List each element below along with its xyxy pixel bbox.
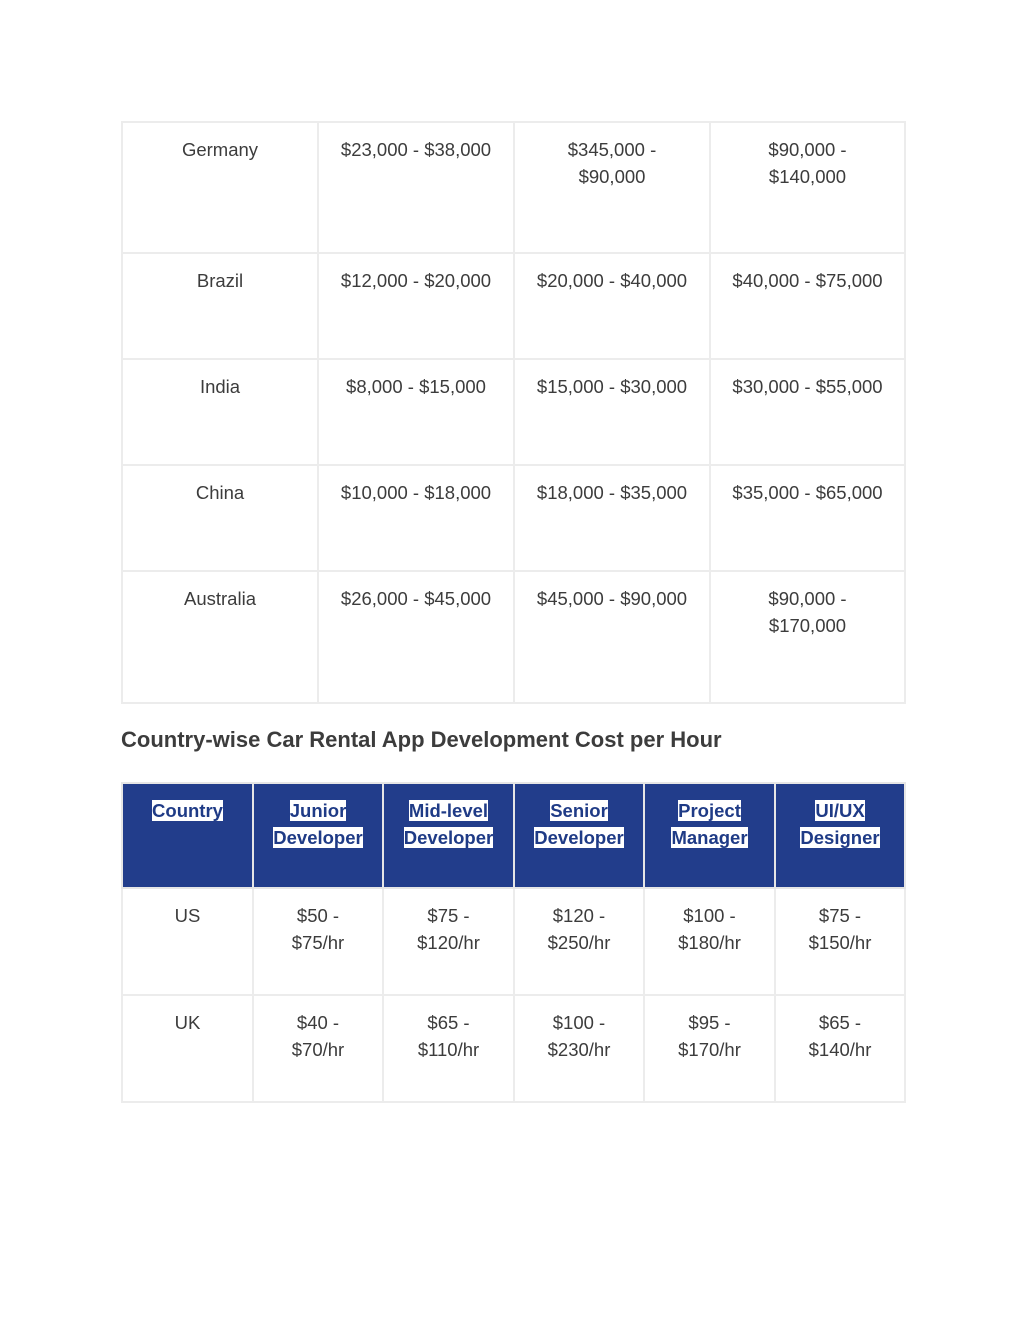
cost-cell: $10,000 - $18,000 [318,465,514,571]
table-row [122,359,905,465]
cost-cell: $35,000 - $65,000 [710,465,905,571]
country-cell: Germany [122,122,318,253]
country-cell: Australia [122,571,318,703]
rate-cell: $65 - $110/hr [383,995,514,1102]
section-heading: Country-wise Car Rental App Development Cost per Hour [121,727,722,752]
rate-cell: $95 - $170/hr [644,995,775,1102]
country-cell: India [122,359,318,465]
country-cell: US [122,888,253,995]
cost-cell: $90,000 - $140,000 [710,122,905,253]
table-row [122,253,905,359]
table-row [122,465,905,571]
cost-cell: $23,000 - $38,000 [318,122,514,253]
country-cell: China [122,465,318,571]
table-row [122,122,905,253]
header-senior-developer: Senior Developer [514,783,644,888]
rate-cell: $65 - $140/hr [775,995,905,1102]
cost-cell: $20,000 - $40,000 [514,253,710,359]
header-ui-ux-designer: UI/UX Designer [775,783,905,888]
cost-cell: $30,000 - $55,000 [710,359,905,465]
header-junior-developer: Junior Developer [253,783,383,888]
header-project-manager: Project Manager [644,783,775,888]
table-row [122,995,905,1102]
cost-cell: $345,000 - $90,000 [514,122,710,253]
cost-cell: $8,000 - $15,000 [318,359,514,465]
hourly-cost-table [121,782,906,1103]
country-cell: UK [122,995,253,1102]
rate-cell: $100 - $230/hr [514,995,644,1102]
cost-cell: $90,000 - $170,000 [710,571,905,703]
cost-cell: $45,000 - $90,000 [514,571,710,703]
rate-cell: $120 - $250/hr [514,888,644,995]
rate-cell: $75 - $150/hr [775,888,905,995]
header-mid-level-developer: Mid-level Developer [383,783,514,888]
table-row [122,888,905,995]
table-header-row [122,783,905,888]
cost-cell: $18,000 - $35,000 [514,465,710,571]
rate-cell: $50 - $75/hr [253,888,383,995]
header-country: Country [122,783,253,888]
cost-cell: $12,000 - $20,000 [318,253,514,359]
cost-cell: $40,000 - $75,000 [710,253,905,359]
rate-cell: $100 - $180/hr [644,888,775,995]
salary-table [121,121,906,704]
rate-cell: $75 - $120/hr [383,888,514,995]
cost-cell: $26,000 - $45,000 [318,571,514,703]
rate-cell: $40 - $70/hr [253,995,383,1102]
cost-cell: $15,000 - $30,000 [514,359,710,465]
country-cell: Brazil [122,253,318,359]
table-row [122,571,905,703]
